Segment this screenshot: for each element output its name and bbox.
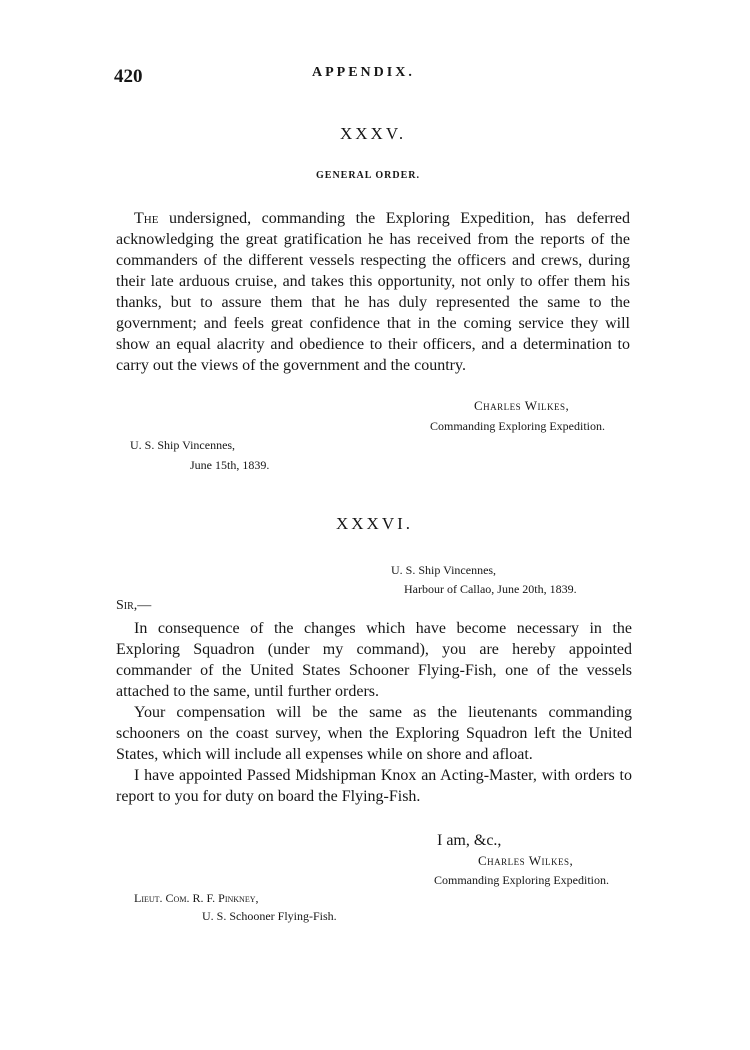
page-number: 420 xyxy=(114,66,143,87)
addressee-line-2: U. S. Schooner Flying-Fish. xyxy=(202,909,337,923)
signature-name-1: Charles Wilkes, xyxy=(474,398,570,413)
closing: I am, &c., xyxy=(437,832,502,849)
general-order-text: undersigned, commanding the Exploring Expedition, has deferred acknowledging the great gratification he has received from the reports of the commanders of the different vessels respecting the officers and crews, during their late arduous cruise, and takes this opportunity, not only to offer them his thanks, but to assure them that he has duly represented the same to the government; and feels great confidence that in the coming service they will show an equal alacrity and obedience to their officers, and a determination to carry out the views of the government and the country. xyxy=(116,210,631,374)
general-order-paragraph xyxy=(116,208,630,376)
place-line-2a: U. S. Ship Vincennes, xyxy=(391,563,497,577)
place-line-2b: Harbour of Callao, June 20th, 1839. xyxy=(404,582,577,596)
signature-name-2: Charles Wilkes, xyxy=(478,853,574,868)
section-numeral-36: XXXVI. xyxy=(336,514,414,533)
addressee-line-1: Lieut. Com. R. F. Pinkney, xyxy=(134,891,259,905)
letter-paragraph-2: Your compensation will be the same as the lieutenants commanding schooners on the coast survey, when the Exploring Squadron left the United States, which will include all expenses while on shore and afloat. xyxy=(116,704,632,763)
letter-paragraph-3: I have appointed Passed Midshipman Knox an Acting-Master, with orders to report to you for duty on board the Flying-Fish. xyxy=(116,767,632,805)
section-heading-general-order: GENERAL ORDER. xyxy=(316,170,421,181)
section-numeral-35: XXXV. xyxy=(340,124,407,143)
signature-title-2: Commanding Exploring Expedition. xyxy=(434,873,609,887)
salutation: Sir,— xyxy=(116,598,152,613)
signature-title-1: Commanding Exploring Expedition. xyxy=(430,419,605,433)
letter-paragraph-1: In consequence of the changes which have become necessary in the Exploring Squadron (under my command), you are hereby appointed commander of the United States Schooner Flying-Fish, one of the vessels attached to the same, until further orders. xyxy=(116,620,632,700)
lead-word: The xyxy=(134,210,159,227)
letter-body xyxy=(116,618,632,807)
running-title: APPENDIX. xyxy=(312,65,415,80)
place-line-1b: June 15th, 1839. xyxy=(190,458,270,472)
place-line-1a: U. S. Ship Vincennes, xyxy=(130,438,236,452)
